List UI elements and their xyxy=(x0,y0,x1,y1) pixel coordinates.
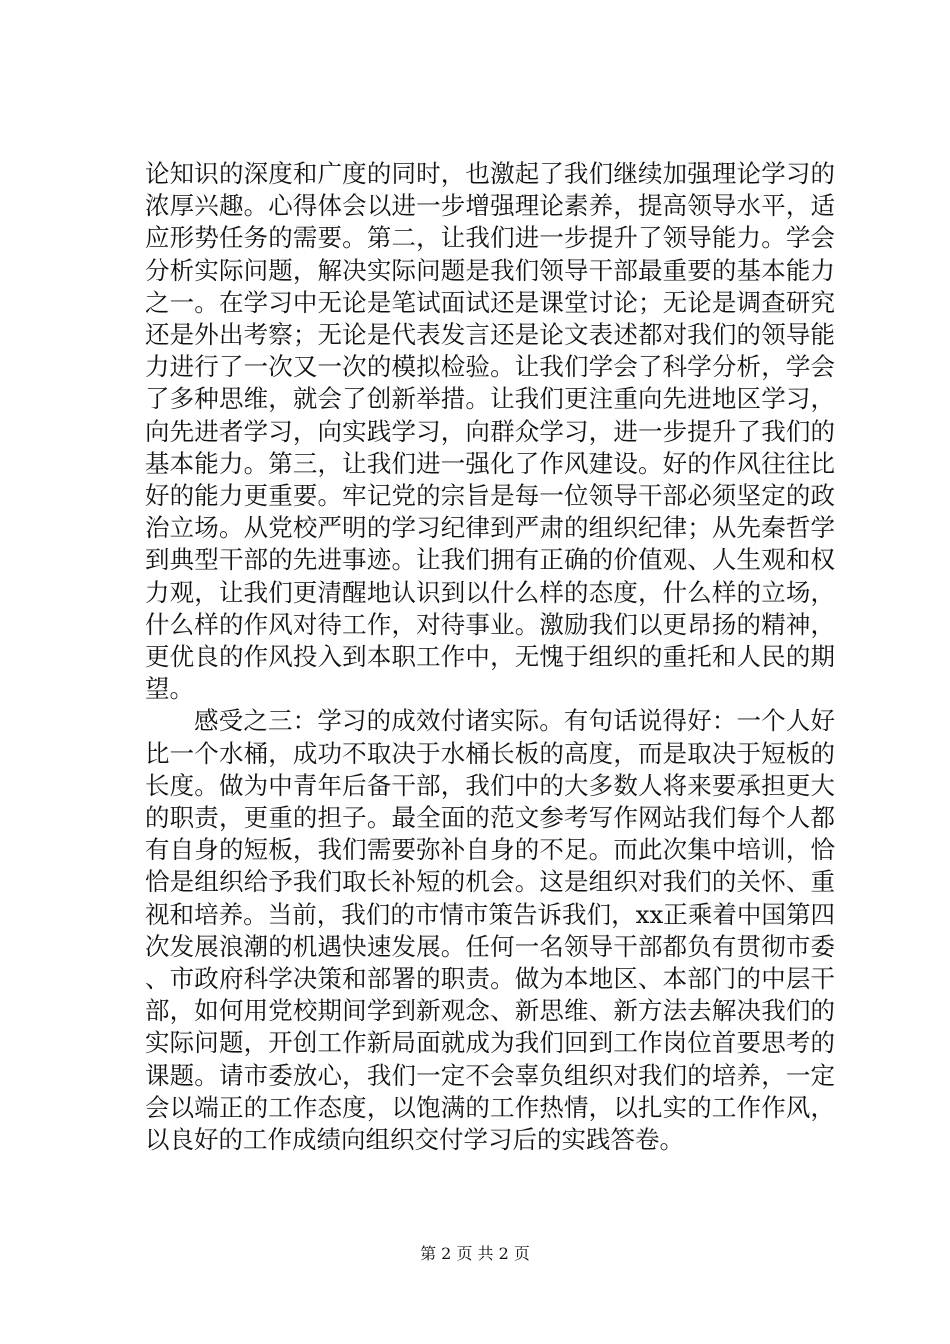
paragraph-section-three: 感受之三：学习的成效付诸实际。有句话说得好：一个人好比一个水桶，成功不取决于水桶长板的高度，而是取决于短板的长度。做为中青年后备干部，我们中的大多数人将来要承担更大的职责，更重的担子。最全面的范文参考写作网站我们每个人都有自身的短板，我们需要弥补自身的不足。而此次集中培训，恰恰是组织给予我们取长补短的机会。这是组织对我们的关怀、重视和培养。当前，我们的市情市策告诉我们，xx正乘着中国第四次发展浪潮的机遇快速发展。任何一名领导干部都负有贯彻市委、市政府科学决策和部署的职责。做为本地区、本部门的中层干部，如何用党校期间学到新观念、新思维、新方法去解决我们的实际问题，开创工作新局面就成为我们回到工作岗位首要思考的课题。请市委放心，我们一定不会辜负组织对我们的培养，一定会以端正的工作态度，以饱满的工作热情，以扎实的工作作风，以良好的工作成绩向组织交付学习后的实践答卷。 xyxy=(145,706,835,1155)
page-footer: 第 2 页 共 2 页 xyxy=(420,1244,530,1263)
document-body xyxy=(145,158,835,1156)
paragraph-continuation: 论知识的深度和广度的同时，也激起了我们继续加强理论学习的浓厚兴趣。心得体会以进一步增强理论素养，提高领导水平，适应形势任务的需要。第二，让我们进一步提升了领导能力。学会分析实际问题，解决实际问题是我们领导干部最重要的基本能力之一。在学习中无论是笔试面试还是课堂讨论；无论是调查研究还是外出考察；无论是代表发言还是论文表述都对我们的领导能力进行了一次又一次的模拟检验。让我们学会了科学分析，学会了多种思维，就会了创新举措。让我们更注重向先进地区学习，向先进者学习，向实践学习，向群众学习，进一步提升了我们的基本能力。第三，让我们进一强化了作风建设。好的作风往往比好的能力更重要。牢记党的宗旨是每一位领导干部必须坚定的政治立场。从党校严明的学习纪律到严肃的组织纪律；从先秦哲学到典型干部的先进事迹。让我们拥有正确的价值观、人生观和权力观，让我们更清醒地认识到以什么样的态度，什么样的立场，什么样的作风对待工作，对待事业。激励我们以更昂扬的精神，更优良的作风投入到本职工作中，无愧于组织的重托和人民的期望。 xyxy=(145,159,835,704)
